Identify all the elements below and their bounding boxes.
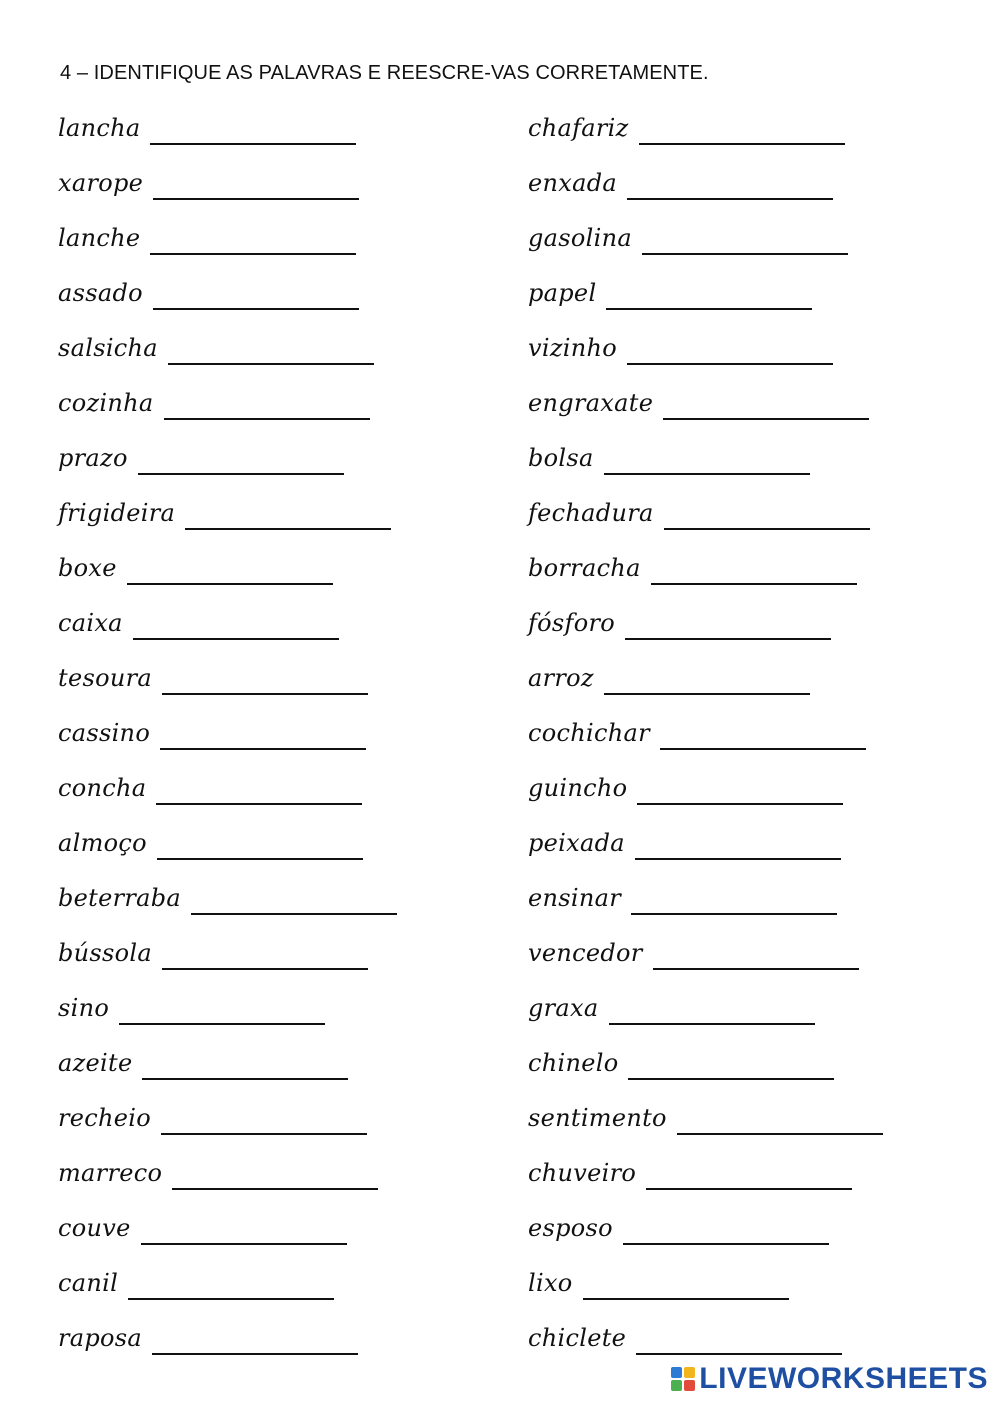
answer-input[interactable] bbox=[631, 883, 837, 915]
cursive-word: chinelo bbox=[528, 1048, 619, 1077]
cursive-word: sentimento bbox=[528, 1103, 667, 1132]
word-item bbox=[58, 155, 498, 210]
answer-input[interactable] bbox=[150, 223, 356, 255]
brand-logo[interactable] bbox=[671, 1362, 988, 1396]
cursive-word: bússola bbox=[58, 938, 152, 967]
answer-input[interactable] bbox=[119, 993, 325, 1025]
answer-input[interactable] bbox=[164, 388, 370, 420]
answer-input[interactable] bbox=[606, 278, 812, 310]
cursive-word: ensinar bbox=[528, 883, 621, 912]
logo-tile bbox=[671, 1367, 682, 1378]
cursive-word: concha bbox=[58, 773, 147, 802]
cursive-word: vizinho bbox=[528, 333, 618, 362]
word-item bbox=[58, 265, 498, 320]
cursive-word: chiclete bbox=[528, 1323, 627, 1352]
cursive-word: marreco bbox=[58, 1158, 163, 1187]
word-item bbox=[528, 540, 968, 595]
answer-input[interactable] bbox=[637, 773, 843, 805]
cursive-word: peixada bbox=[528, 828, 625, 857]
word-item bbox=[528, 100, 968, 155]
answer-input[interactable] bbox=[127, 553, 333, 585]
answer-input[interactable] bbox=[141, 1213, 347, 1245]
cursive-word: tesoura bbox=[58, 663, 152, 692]
word-item bbox=[58, 925, 498, 980]
liveworksheets-logo-icon bbox=[671, 1367, 695, 1391]
word-item bbox=[528, 430, 968, 485]
answer-input[interactable] bbox=[172, 1158, 378, 1190]
answer-input[interactable] bbox=[185, 498, 391, 530]
answer-input[interactable] bbox=[664, 498, 870, 530]
cursive-word: fechadura bbox=[528, 498, 654, 527]
answer-input[interactable] bbox=[636, 1323, 842, 1355]
word-item bbox=[528, 210, 968, 265]
word-item bbox=[528, 1035, 968, 1090]
answer-input[interactable] bbox=[627, 168, 833, 200]
answer-input[interactable] bbox=[660, 718, 866, 750]
answer-input[interactable] bbox=[635, 828, 841, 860]
cursive-word: almoço bbox=[58, 828, 147, 857]
answer-input[interactable] bbox=[128, 1268, 334, 1300]
answer-input[interactable] bbox=[623, 1213, 829, 1245]
word-item bbox=[528, 815, 968, 870]
cursive-word: couve bbox=[58, 1213, 131, 1242]
answer-input[interactable] bbox=[663, 388, 869, 420]
word-item bbox=[58, 375, 498, 430]
cursive-word: graxa bbox=[528, 993, 599, 1022]
word-item bbox=[528, 650, 968, 705]
word-item bbox=[58, 210, 498, 265]
answer-input[interactable] bbox=[646, 1158, 852, 1190]
word-item bbox=[528, 1310, 968, 1365]
answer-input[interactable] bbox=[625, 608, 831, 640]
word-item bbox=[58, 540, 498, 595]
answer-input[interactable] bbox=[153, 168, 359, 200]
answer-input[interactable] bbox=[168, 333, 374, 365]
word-item bbox=[528, 485, 968, 540]
word-item bbox=[58, 595, 498, 650]
cursive-word: cozinha bbox=[58, 388, 154, 417]
cursive-word: enxada bbox=[528, 168, 617, 197]
answer-input[interactable] bbox=[642, 223, 848, 255]
word-item bbox=[528, 265, 968, 320]
word-item bbox=[528, 760, 968, 815]
word-item bbox=[528, 1200, 968, 1255]
brand-name: LIVEWORKSHEETS bbox=[699, 1362, 988, 1395]
answer-input[interactable] bbox=[653, 938, 859, 970]
cursive-word: guincho bbox=[528, 773, 628, 802]
answer-input[interactable] bbox=[162, 938, 368, 970]
answer-input[interactable] bbox=[627, 333, 833, 365]
answer-input[interactable] bbox=[157, 828, 363, 860]
word-item bbox=[58, 1035, 498, 1090]
cursive-word: azeite bbox=[58, 1048, 133, 1077]
cursive-word: xarope bbox=[58, 168, 144, 197]
word-item bbox=[58, 650, 498, 705]
answer-input[interactable] bbox=[150, 113, 356, 145]
cursive-word: lanche bbox=[58, 223, 141, 252]
answer-input[interactable] bbox=[153, 278, 359, 310]
answer-input[interactable] bbox=[133, 608, 339, 640]
cursive-word: beterraba bbox=[58, 883, 182, 912]
answer-input[interactable] bbox=[152, 1323, 358, 1355]
word-item bbox=[58, 1145, 498, 1200]
word-item bbox=[58, 1090, 498, 1145]
cursive-word: esposo bbox=[528, 1213, 613, 1242]
word-item bbox=[58, 430, 498, 485]
answer-input[interactable] bbox=[161, 1103, 367, 1135]
cursive-word: canil bbox=[58, 1268, 119, 1297]
word-item bbox=[58, 1255, 498, 1310]
logo-tile bbox=[684, 1380, 695, 1391]
page-title: 4 – IDENTIFIQUE AS PALAVRAS E REESCRE-VAS CORRETAMENTE. bbox=[60, 62, 709, 84]
answer-input[interactable] bbox=[609, 993, 815, 1025]
word-item bbox=[58, 815, 498, 870]
word-item bbox=[58, 705, 498, 760]
logo-tile bbox=[671, 1380, 682, 1391]
word-item bbox=[58, 100, 498, 155]
word-item bbox=[58, 870, 498, 925]
word-item bbox=[528, 595, 968, 650]
word-column-left bbox=[58, 100, 498, 1365]
cursive-word: boxe bbox=[58, 553, 117, 582]
cursive-word: chafariz bbox=[528, 113, 629, 142]
cursive-word: prazo bbox=[58, 443, 128, 472]
cursive-word: borracha bbox=[528, 553, 641, 582]
answer-input[interactable] bbox=[142, 1048, 348, 1080]
word-item bbox=[528, 980, 968, 1035]
logo-tile bbox=[684, 1367, 695, 1378]
answer-input[interactable] bbox=[162, 663, 368, 695]
word-item bbox=[58, 485, 498, 540]
cursive-word: fósforo bbox=[528, 608, 616, 637]
answer-input[interactable] bbox=[604, 443, 810, 475]
word-item bbox=[528, 705, 968, 760]
answer-input[interactable] bbox=[651, 553, 857, 585]
answer-input[interactable] bbox=[604, 663, 810, 695]
answer-input[interactable] bbox=[677, 1103, 883, 1135]
answer-input[interactable] bbox=[583, 1268, 789, 1300]
answer-input[interactable] bbox=[156, 773, 362, 805]
word-item bbox=[58, 320, 498, 375]
cursive-word: vencedor bbox=[528, 938, 643, 967]
word-item bbox=[528, 1255, 968, 1310]
cursive-word: cochichar bbox=[528, 718, 650, 747]
cursive-word: frigideira bbox=[58, 498, 176, 527]
cursive-word: lixo bbox=[528, 1268, 573, 1297]
cursive-word: cassino bbox=[58, 718, 151, 747]
word-item bbox=[58, 1200, 498, 1255]
answer-input[interactable] bbox=[160, 718, 366, 750]
answer-input[interactable] bbox=[138, 443, 344, 475]
cursive-word: papel bbox=[528, 278, 597, 307]
cursive-word: lancha bbox=[58, 113, 141, 142]
cursive-word: salsicha bbox=[58, 333, 158, 362]
word-item bbox=[58, 980, 498, 1035]
answer-input[interactable] bbox=[639, 113, 845, 145]
word-item bbox=[528, 1090, 968, 1145]
cursive-word: arroz bbox=[528, 663, 594, 692]
word-item bbox=[58, 760, 498, 815]
cursive-word: chuveiro bbox=[528, 1158, 637, 1187]
cursive-word: caixa bbox=[58, 608, 123, 637]
answer-input[interactable] bbox=[628, 1048, 834, 1080]
cursive-word: gasolina bbox=[528, 223, 632, 252]
cursive-word: assado bbox=[58, 278, 143, 307]
cursive-word: raposa bbox=[58, 1323, 143, 1352]
word-column-right bbox=[528, 100, 968, 1365]
word-item bbox=[58, 1310, 498, 1365]
cursive-word: bolsa bbox=[528, 443, 594, 472]
word-item bbox=[528, 375, 968, 430]
cursive-word: engraxate bbox=[528, 388, 654, 417]
word-item bbox=[528, 155, 968, 210]
cursive-word: recheio bbox=[58, 1103, 152, 1132]
cursive-word: sino bbox=[58, 993, 110, 1022]
word-item bbox=[528, 925, 968, 980]
word-item bbox=[528, 1145, 968, 1200]
answer-input[interactable] bbox=[191, 883, 397, 915]
word-item bbox=[528, 870, 968, 925]
word-item bbox=[528, 320, 968, 375]
